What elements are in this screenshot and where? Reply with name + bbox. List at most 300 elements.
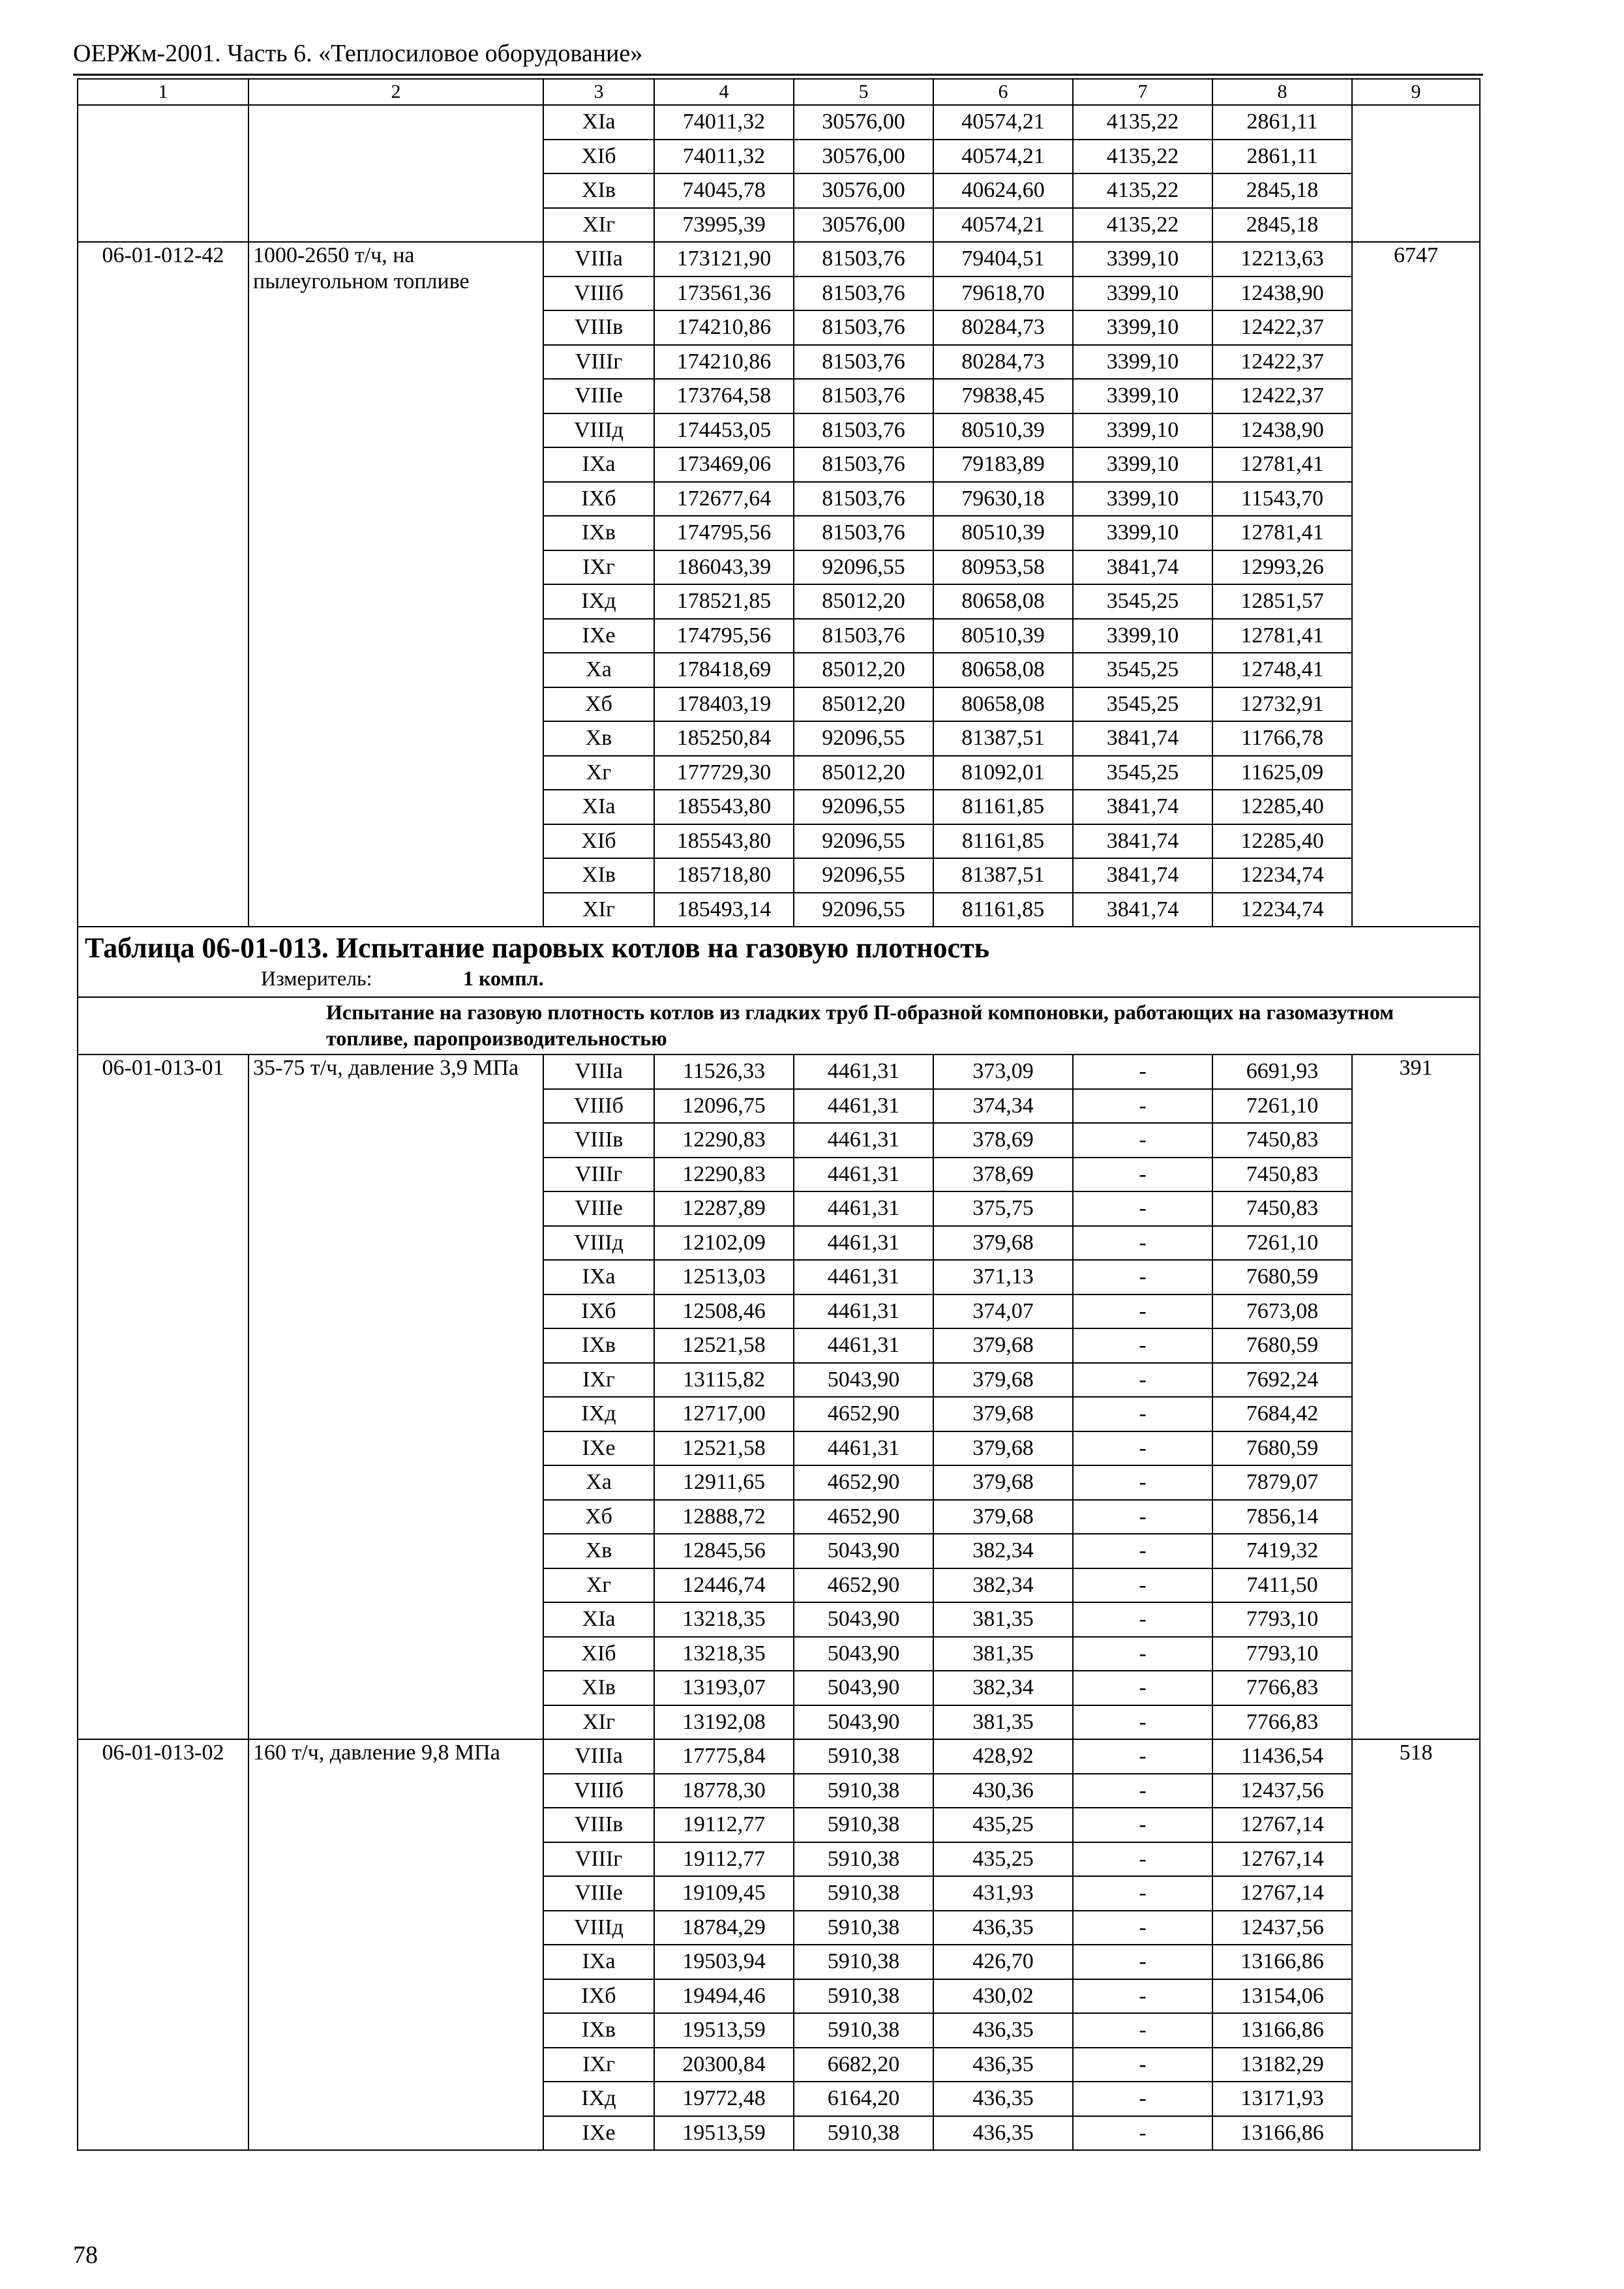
value-cell: 12732,91	[1212, 687, 1352, 722]
value-cell: 81503,76	[794, 516, 933, 550]
value-cell: 4135,22	[1073, 140, 1212, 174]
value-cell: 4652,90	[794, 1568, 933, 1603]
value-cell: 435,25	[933, 1842, 1073, 1877]
value-cell: 81161,85	[933, 790, 1073, 824]
value-cell: 172677,64	[654, 482, 794, 516]
value-cell: 40624,60	[933, 173, 1073, 208]
zone-code-cell: VIIIд	[543, 413, 654, 448]
value-cell: 12767,14	[1212, 1876, 1352, 1911]
value-cell: 81387,51	[933, 721, 1073, 756]
value-cell: 3841,74	[1073, 824, 1212, 859]
zone-code-cell: XIг	[543, 893, 654, 927]
table-row	[78, 242, 1480, 277]
value-cell: 7879,07	[1212, 1465, 1352, 1500]
value-cell: 13192,08	[654, 1705, 794, 1740]
zone-code-cell: VIIIг	[543, 1158, 654, 1192]
value-cell: 11766,78	[1212, 721, 1352, 756]
meter-label: Измеритель:	[261, 966, 372, 990]
value-cell: -	[1073, 2013, 1212, 2048]
column-number-cell: 9	[1352, 79, 1480, 105]
value-cell: 3399,10	[1073, 516, 1212, 550]
value-cell: 81503,76	[794, 379, 933, 413]
value-cell: 3399,10	[1073, 619, 1212, 653]
value-cell: 6164,20	[794, 2082, 933, 2116]
value-cell: 80658,08	[933, 653, 1073, 687]
zone-code-cell: Xб	[543, 687, 654, 722]
column-number-cell: 4	[654, 79, 794, 105]
value-cell: 13115,82	[654, 1363, 794, 1398]
table-row	[78, 1055, 1480, 1089]
value-cell: 13218,35	[654, 1602, 794, 1637]
value-cell: 3545,25	[1073, 584, 1212, 619]
column-number-cell: 7	[1073, 79, 1212, 105]
value-cell: 81503,76	[794, 345, 933, 380]
value-cell: 173121,90	[654, 242, 794, 277]
zone-code-cell: IXд	[543, 1397, 654, 1431]
value-cell: 12851,57	[1212, 584, 1352, 619]
value-cell: 73995,39	[654, 208, 794, 243]
zone-code-cell: IXд	[543, 2082, 654, 2116]
value-cell: 17775,84	[654, 1739, 794, 1774]
zone-code-cell: Xв	[543, 1534, 654, 1568]
value-cell: 381,35	[933, 1602, 1073, 1637]
value-cell: 379,68	[933, 1465, 1073, 1500]
value-cell: -	[1073, 1876, 1212, 1911]
value-cell: 7261,10	[1212, 1089, 1352, 1124]
value-cell: 80953,58	[933, 550, 1073, 585]
value-cell: 177729,30	[654, 756, 794, 790]
value-cell: 11543,70	[1212, 482, 1352, 516]
zone-code-cell: VIIIб	[543, 1089, 654, 1124]
value-cell: 5910,38	[794, 1842, 933, 1877]
zone-code-cell: IXа	[543, 447, 654, 482]
value-cell: 7673,08	[1212, 1294, 1352, 1329]
value-cell: 5043,90	[794, 1363, 933, 1398]
value-cell: -	[1073, 2116, 1212, 2151]
value-cell: 4135,22	[1073, 173, 1212, 208]
value-cell: 173469,06	[654, 447, 794, 482]
value-cell: 7793,10	[1212, 1602, 1352, 1637]
zone-code-cell: VIIIв	[543, 1123, 654, 1158]
value-cell: 5910,38	[794, 1945, 933, 1979]
value-cell: 12096,75	[654, 1089, 794, 1124]
zone-code-cell: IXв	[543, 516, 654, 550]
value-cell: 30576,00	[794, 208, 933, 243]
value-cell: 13171,93	[1212, 2082, 1352, 2116]
col9-value: 6747	[1352, 242, 1480, 927]
value-cell: 3399,10	[1073, 379, 1212, 413]
value-cell: 92096,55	[794, 858, 933, 893]
zone-code-cell: VIIIг	[543, 345, 654, 380]
value-cell: -	[1073, 1431, 1212, 1466]
value-cell: 11625,09	[1212, 756, 1352, 790]
column-number-cell: 3	[543, 79, 654, 105]
value-cell: 3399,10	[1073, 277, 1212, 311]
value-cell: -	[1073, 1363, 1212, 1398]
value-cell: 81092,01	[933, 756, 1073, 790]
empty-cell	[1352, 105, 1480, 242]
value-cell: 12767,14	[1212, 1808, 1352, 1842]
value-cell: 74045,78	[654, 173, 794, 208]
column-number-cell: 8	[1212, 79, 1352, 105]
value-cell: -	[1073, 1842, 1212, 1877]
value-cell: 81503,76	[794, 310, 933, 345]
value-cell: 174453,05	[654, 413, 794, 448]
zone-code-cell: VIIIб	[543, 1774, 654, 1808]
value-cell: -	[1073, 1945, 1212, 1979]
value-cell: 74011,32	[654, 105, 794, 140]
zone-code-cell: Xа	[543, 1465, 654, 1500]
zone-code-cell: Xв	[543, 721, 654, 756]
value-cell: 12911,65	[654, 1465, 794, 1500]
value-cell: 19513,59	[654, 2013, 794, 2048]
value-cell: 4652,90	[794, 1465, 933, 1500]
zone-code-cell: IXб	[543, 482, 654, 516]
value-cell: 12748,41	[1212, 653, 1352, 687]
value-cell: 430,02	[933, 1979, 1073, 2014]
value-cell: 2861,11	[1212, 140, 1352, 174]
value-cell: 382,34	[933, 1568, 1073, 1603]
running-header: ОЕРЖм-2001. Часть 6. «Теплосиловое оборудование»	[73, 40, 643, 67]
value-cell: 3399,10	[1073, 310, 1212, 345]
value-cell: -	[1073, 1739, 1212, 1774]
column-number-cell: 6	[933, 79, 1073, 105]
zone-code-cell: IXб	[543, 1979, 654, 2014]
zone-code-cell: VIIIа	[543, 1739, 654, 1774]
value-cell: 4461,31	[794, 1055, 933, 1089]
value-cell: -	[1073, 1671, 1212, 1705]
zone-code-cell: XIв	[543, 1671, 654, 1705]
rate-code: 06-01-012-42	[78, 242, 248, 927]
zone-code-cell: IXе	[543, 2116, 654, 2151]
value-cell: 12437,56	[1212, 1774, 1352, 1808]
zone-code-cell: XIв	[543, 173, 654, 208]
value-cell: 379,68	[933, 1397, 1073, 1431]
value-cell: -	[1073, 1979, 1212, 2014]
value-cell: 174795,56	[654, 619, 794, 653]
empty-cell	[248, 105, 543, 242]
value-cell: 12437,56	[1212, 1911, 1352, 1945]
zone-code-cell: XIг	[543, 208, 654, 243]
value-cell: 13154,06	[1212, 1979, 1352, 2014]
value-cell: 12438,90	[1212, 413, 1352, 448]
value-cell: 12513,03	[654, 1260, 794, 1294]
value-cell: 19503,94	[654, 1945, 794, 1979]
value-cell: 4461,31	[794, 1123, 933, 1158]
value-cell: 79838,45	[933, 379, 1073, 413]
rates-table	[77, 78, 1481, 2151]
value-cell: 19513,59	[654, 2116, 794, 2151]
value-cell: 431,93	[933, 1876, 1073, 1911]
value-cell: 12213,63	[1212, 242, 1352, 277]
value-cell: 80510,39	[933, 619, 1073, 653]
value-cell: 3841,74	[1073, 790, 1212, 824]
value-cell: 12845,56	[654, 1534, 794, 1568]
value-cell: 18778,30	[654, 1774, 794, 1808]
value-cell: 185543,80	[654, 824, 794, 859]
value-cell: 12285,40	[1212, 790, 1352, 824]
zone-code-cell: Xб	[543, 1500, 654, 1534]
value-cell: 186043,39	[654, 550, 794, 585]
value-cell: -	[1073, 1774, 1212, 1808]
value-cell: 375,75	[933, 1191, 1073, 1226]
value-cell: 7261,10	[1212, 1226, 1352, 1261]
value-cell: 435,25	[933, 1808, 1073, 1842]
value-cell: -	[1073, 1568, 1212, 1603]
value-cell: 85012,20	[794, 584, 933, 619]
table-title: Таблица 06-01-013. Испытание паровых котлов на газовую плотность	[85, 932, 989, 964]
value-cell: 4461,31	[794, 1260, 933, 1294]
value-cell: 6691,93	[1212, 1055, 1352, 1089]
value-cell: 185250,84	[654, 721, 794, 756]
value-cell: 81387,51	[933, 858, 1073, 893]
value-cell: 7793,10	[1212, 1637, 1352, 1671]
value-cell: 40574,21	[933, 140, 1073, 174]
value-cell: 12285,40	[1212, 824, 1352, 859]
column-number-cell: 5	[794, 79, 933, 105]
value-cell: -	[1073, 1089, 1212, 1124]
page-number: 78	[73, 2241, 98, 2269]
value-cell: 12781,41	[1212, 516, 1352, 550]
value-cell: 374,07	[933, 1294, 1073, 1329]
value-cell: -	[1073, 1328, 1212, 1363]
value-cell: 5043,90	[794, 1637, 933, 1671]
value-cell: -	[1073, 1602, 1212, 1637]
zone-code-cell: VIIIв	[543, 1808, 654, 1842]
value-cell: 12717,00	[654, 1397, 794, 1431]
value-cell: 12521,58	[654, 1431, 794, 1466]
value-cell: 12102,09	[654, 1226, 794, 1261]
value-cell: 5910,38	[794, 1808, 933, 1842]
value-cell: 80284,73	[933, 345, 1073, 380]
value-cell: 12438,90	[1212, 277, 1352, 311]
value-cell: -	[1073, 2048, 1212, 2082]
value-cell: 40574,21	[933, 208, 1073, 243]
value-cell: 3545,25	[1073, 687, 1212, 722]
value-cell: 5910,38	[794, 1774, 933, 1808]
value-cell: 79630,18	[933, 482, 1073, 516]
value-cell: 4461,31	[794, 1191, 933, 1226]
value-cell: -	[1073, 1226, 1212, 1261]
value-cell: 12287,89	[654, 1191, 794, 1226]
value-cell: 80510,39	[933, 413, 1073, 448]
value-cell: -	[1073, 1260, 1212, 1294]
value-cell: 81503,76	[794, 277, 933, 311]
value-cell: -	[1073, 2082, 1212, 2116]
value-cell: 92096,55	[794, 721, 933, 756]
value-cell: 12781,41	[1212, 447, 1352, 482]
value-cell: 11436,54	[1212, 1739, 1352, 1774]
value-cell: 79404,51	[933, 242, 1073, 277]
value-cell: 81503,76	[794, 619, 933, 653]
value-cell: 19494,46	[654, 1979, 794, 2014]
value-cell: 7450,83	[1212, 1123, 1352, 1158]
value-cell: 3399,10	[1073, 413, 1212, 448]
value-cell: 2861,11	[1212, 105, 1352, 140]
zone-code-cell: VIIIе	[543, 379, 654, 413]
zone-code-cell: VIIIд	[543, 1911, 654, 1945]
value-cell: 5910,38	[794, 2013, 933, 2048]
meter-unit: 1 компл.	[463, 966, 544, 990]
value-cell: 4652,90	[794, 1500, 933, 1534]
value-cell: 3399,10	[1073, 482, 1212, 516]
value-cell: 3399,10	[1073, 242, 1212, 277]
value-cell: 371,13	[933, 1260, 1073, 1294]
value-cell: 7680,59	[1212, 1260, 1352, 1294]
value-cell: 185718,80	[654, 858, 794, 893]
value-cell: 185493,14	[654, 893, 794, 927]
zone-code-cell: VIIIв	[543, 310, 654, 345]
value-cell: -	[1073, 1534, 1212, 1568]
value-cell: 12521,58	[654, 1328, 794, 1363]
zone-code-cell: VIIIа	[543, 242, 654, 277]
value-cell: 30576,00	[794, 173, 933, 208]
value-cell: 382,34	[933, 1534, 1073, 1568]
value-cell: 92096,55	[794, 824, 933, 859]
rate-description: 35-75 т/ч, давление 3,9 МПа	[248, 1055, 543, 1739]
value-cell: 13193,07	[654, 1671, 794, 1705]
value-cell: 12993,26	[1212, 550, 1352, 585]
value-cell: 178521,85	[654, 584, 794, 619]
value-cell: 30576,00	[794, 140, 933, 174]
zone-code-cell: XIб	[543, 1637, 654, 1671]
value-cell: 13166,86	[1212, 1945, 1352, 1979]
col9-value: 391	[1352, 1055, 1480, 1739]
value-cell: 12422,37	[1212, 345, 1352, 380]
value-cell: 80658,08	[933, 687, 1073, 722]
value-cell: 92096,55	[794, 893, 933, 927]
value-cell: -	[1073, 1637, 1212, 1671]
value-cell: 30576,00	[794, 105, 933, 140]
value-cell: 12422,37	[1212, 310, 1352, 345]
value-cell: 428,92	[933, 1739, 1073, 1774]
value-cell: 436,35	[933, 2048, 1073, 2082]
value-cell: 4461,31	[794, 1294, 933, 1329]
zone-code-cell: XIв	[543, 858, 654, 893]
value-cell: 378,69	[933, 1158, 1073, 1192]
zone-code-cell: VIIIа	[543, 1055, 654, 1089]
value-cell: 3841,74	[1073, 858, 1212, 893]
value-cell: 12234,74	[1212, 858, 1352, 893]
rate-description: 160 т/ч, давление 9,8 МПа	[248, 1739, 543, 2150]
value-cell: 185543,80	[654, 790, 794, 824]
value-cell: 5910,38	[794, 1911, 933, 1945]
value-cell: 374,34	[933, 1089, 1073, 1124]
value-cell: 80284,73	[933, 310, 1073, 345]
value-cell: 5910,38	[794, 2116, 933, 2151]
value-cell: 426,70	[933, 1945, 1073, 1979]
value-cell: 12422,37	[1212, 379, 1352, 413]
rate-code: 06-01-013-01	[78, 1055, 248, 1739]
value-cell: 174210,86	[654, 345, 794, 380]
value-cell: 7684,42	[1212, 1397, 1352, 1431]
value-cell: 4461,31	[794, 1431, 933, 1466]
value-cell: 92096,55	[794, 550, 933, 585]
zone-code-cell: IXд	[543, 584, 654, 619]
value-cell: -	[1073, 1911, 1212, 1945]
value-cell: 5043,90	[794, 1671, 933, 1705]
value-cell: 7766,83	[1212, 1671, 1352, 1705]
zone-code-cell: IXг	[543, 2048, 654, 2082]
value-cell: 85012,20	[794, 756, 933, 790]
zone-code-cell: Xг	[543, 756, 654, 790]
value-cell: 379,68	[933, 1500, 1073, 1534]
value-cell: 378,69	[933, 1123, 1073, 1158]
value-cell: 40574,21	[933, 105, 1073, 140]
value-cell: 3399,10	[1073, 345, 1212, 380]
value-cell: -	[1073, 1123, 1212, 1158]
value-cell: 379,68	[933, 1431, 1073, 1466]
value-cell: 6682,20	[794, 2048, 933, 2082]
value-cell: 379,68	[933, 1363, 1073, 1398]
value-cell: 92096,55	[794, 790, 933, 824]
value-cell: 3841,74	[1073, 550, 1212, 585]
value-cell: 373,09	[933, 1055, 1073, 1089]
value-cell: 381,35	[933, 1705, 1073, 1740]
zone-code-cell: XIг	[543, 1705, 654, 1740]
value-cell: -	[1073, 1808, 1212, 1842]
value-cell: 4652,90	[794, 1397, 933, 1431]
value-cell: -	[1073, 1500, 1212, 1534]
zone-code-cell: XIб	[543, 824, 654, 859]
value-cell: 7856,14	[1212, 1500, 1352, 1534]
zone-code-cell: IXг	[543, 1363, 654, 1398]
value-cell: 4135,22	[1073, 105, 1212, 140]
value-cell: 436,35	[933, 2013, 1073, 2048]
value-cell: 173764,58	[654, 379, 794, 413]
zone-code-cell: VIIIб	[543, 277, 654, 311]
value-cell: 436,35	[933, 2116, 1073, 2151]
value-cell: 7692,24	[1212, 1363, 1352, 1398]
value-cell: 12767,14	[1212, 1842, 1352, 1877]
value-cell: 4461,31	[794, 1158, 933, 1192]
table-row	[78, 105, 1480, 140]
value-cell: 5910,38	[794, 1739, 933, 1774]
value-cell: -	[1073, 1191, 1212, 1226]
value-cell: 430,36	[933, 1774, 1073, 1808]
value-cell: 11526,33	[654, 1055, 794, 1089]
value-cell: 5910,38	[794, 1876, 933, 1911]
value-cell: 85012,20	[794, 653, 933, 687]
value-cell: 4135,22	[1073, 208, 1212, 243]
value-cell: 12290,83	[654, 1158, 794, 1192]
zone-code-cell: XIа	[543, 105, 654, 140]
zone-code-cell: Xг	[543, 1568, 654, 1603]
section-title: Испытание на газовую плотность котлов из гладких труб П-образной компоновки, работающих на газомазутном топливе, паропроизводительностью	[78, 997, 1480, 1055]
value-cell: 7766,83	[1212, 1705, 1352, 1740]
value-cell: 436,35	[933, 2082, 1073, 2116]
header-rule	[73, 74, 1483, 76]
column-numbers-row	[78, 79, 1480, 105]
value-cell: 12234,74	[1212, 893, 1352, 927]
table-title-row	[78, 927, 1480, 997]
zone-code-cell: IXе	[543, 619, 654, 653]
value-cell: -	[1073, 1465, 1212, 1500]
value-cell: 20300,84	[654, 2048, 794, 2082]
value-cell: 379,68	[933, 1328, 1073, 1363]
value-cell: 7411,50	[1212, 1568, 1352, 1603]
value-cell: 7450,83	[1212, 1191, 1352, 1226]
value-cell: 80658,08	[933, 584, 1073, 619]
value-cell: 5910,38	[794, 1979, 933, 2014]
value-cell: 19112,77	[654, 1808, 794, 1842]
value-cell: 2845,18	[1212, 173, 1352, 208]
value-cell: 7450,83	[1212, 1158, 1352, 1192]
zone-code-cell: VIIIг	[543, 1842, 654, 1877]
zone-code-cell: IXв	[543, 2013, 654, 2048]
value-cell: 81503,76	[794, 447, 933, 482]
value-cell: 18784,29	[654, 1911, 794, 1945]
